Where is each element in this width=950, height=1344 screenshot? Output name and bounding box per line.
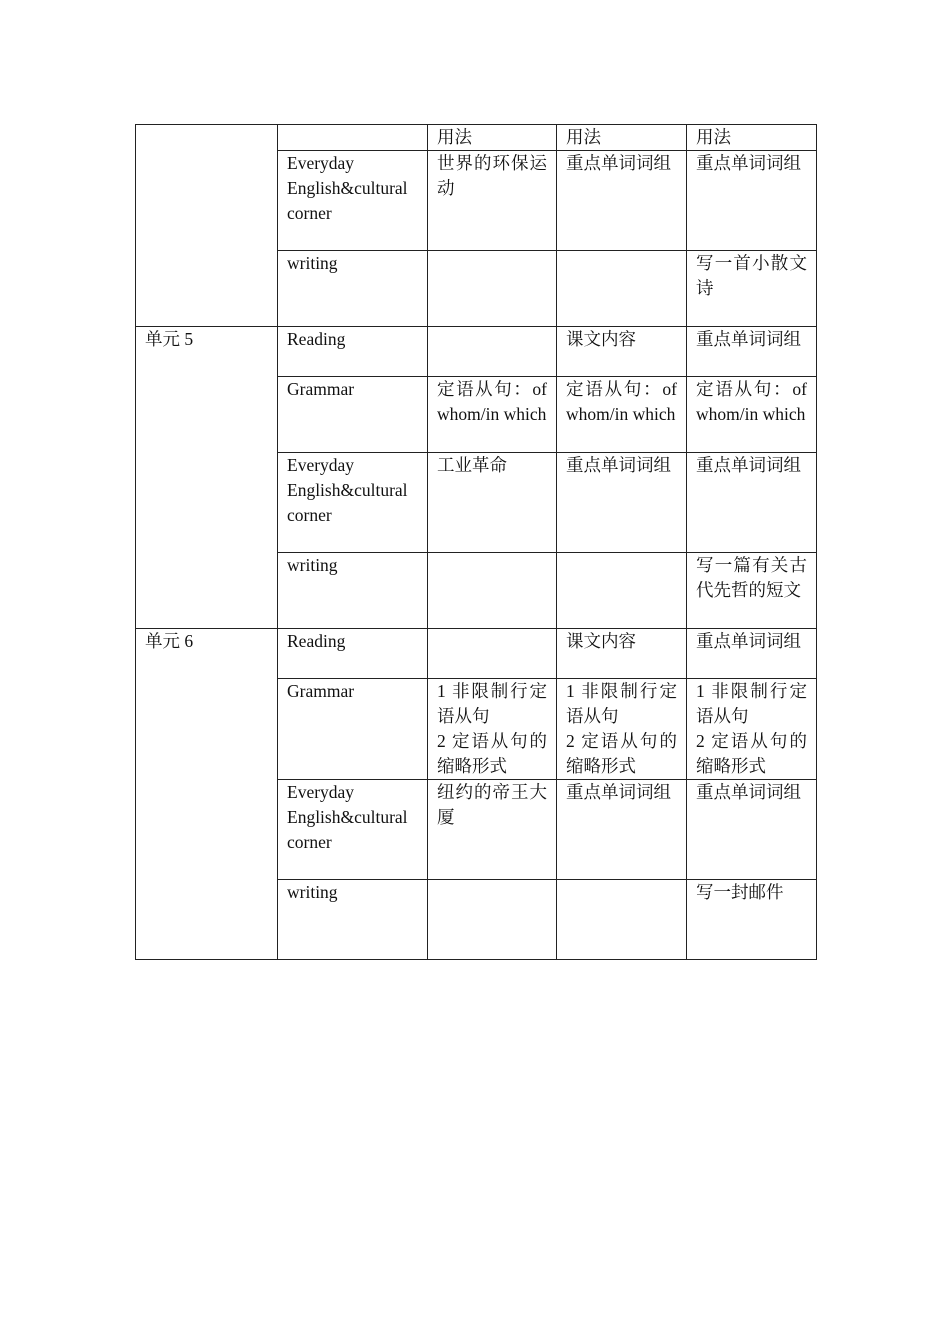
section-cell: writing xyxy=(278,880,428,960)
cell-col2: 纽约的帝王大厦 xyxy=(428,780,557,880)
cell-col4: 用法 xyxy=(687,125,817,151)
cell-col3 xyxy=(557,880,687,960)
section-cell: Everyday English&cultural corner xyxy=(278,453,428,553)
section-cell: Grammar xyxy=(278,377,428,453)
section-cell: writing xyxy=(278,553,428,629)
cell-col2: 定语从句：of whom/in which xyxy=(428,377,557,453)
cell-col2 xyxy=(428,629,557,679)
section-cell: Everyday English&cultural corner xyxy=(278,151,428,251)
lesson-plan-table xyxy=(135,124,817,960)
cell-col2: 世界的环保运动 xyxy=(428,151,557,251)
cell-col3 xyxy=(557,251,687,327)
cell-col2: 1 非限制行定语从句 2 定语从句的缩略形式 xyxy=(428,679,557,780)
cell-col3: 重点单词词组 xyxy=(557,453,687,553)
unit-cell-continued xyxy=(136,125,278,327)
table-row xyxy=(136,125,817,151)
cell-col4: 重点单词词组 xyxy=(687,780,817,880)
cell-col4: 重点单词词组 xyxy=(687,151,817,251)
cell-col3: 重点单词词组 xyxy=(557,151,687,251)
unit-label: 单元 5 xyxy=(136,327,278,629)
cell-col2 xyxy=(428,251,557,327)
cell-col2 xyxy=(428,327,557,377)
cell-col3: 用法 xyxy=(557,125,687,151)
table-row xyxy=(136,629,817,679)
cell-col3: 重点单词词组 xyxy=(557,780,687,880)
section-cell: Reading xyxy=(278,629,428,679)
cell-col4: 写一封邮件 xyxy=(687,880,817,960)
section-cell xyxy=(278,125,428,151)
section-cell: Grammar xyxy=(278,679,428,780)
cell-col2: 用法 xyxy=(428,125,557,151)
cell-col4: 重点单词词组 xyxy=(687,453,817,553)
cell-col2 xyxy=(428,553,557,629)
table-row xyxy=(136,327,817,377)
section-cell: writing xyxy=(278,251,428,327)
cell-col2 xyxy=(428,880,557,960)
section-cell: Reading xyxy=(278,327,428,377)
cell-col4: 写一篇有关古代先哲的短文 xyxy=(687,553,817,629)
cell-col3: 1 非限制行定语从句 2 定语从句的缩略形式 xyxy=(557,679,687,780)
cell-col3 xyxy=(557,553,687,629)
section-cell: Everyday English&cultural corner xyxy=(278,780,428,880)
cell-col4: 重点单词词组 xyxy=(687,629,817,679)
cell-col4: 重点单词词组 xyxy=(687,327,817,377)
cell-col4: 1 非限制行定语从句 2 定语从句的缩略形式 xyxy=(687,679,817,780)
cell-col4: 定语从句：of whom/in which xyxy=(687,377,817,453)
cell-col4: 写一首小散文诗 xyxy=(687,251,817,327)
cell-col3: 定语从句：of whom/in which xyxy=(557,377,687,453)
cell-col2: 工业革命 xyxy=(428,453,557,553)
cell-col3: 课文内容 xyxy=(557,327,687,377)
cell-col3: 课文内容 xyxy=(557,629,687,679)
unit-label: 单元 6 xyxy=(136,629,278,960)
